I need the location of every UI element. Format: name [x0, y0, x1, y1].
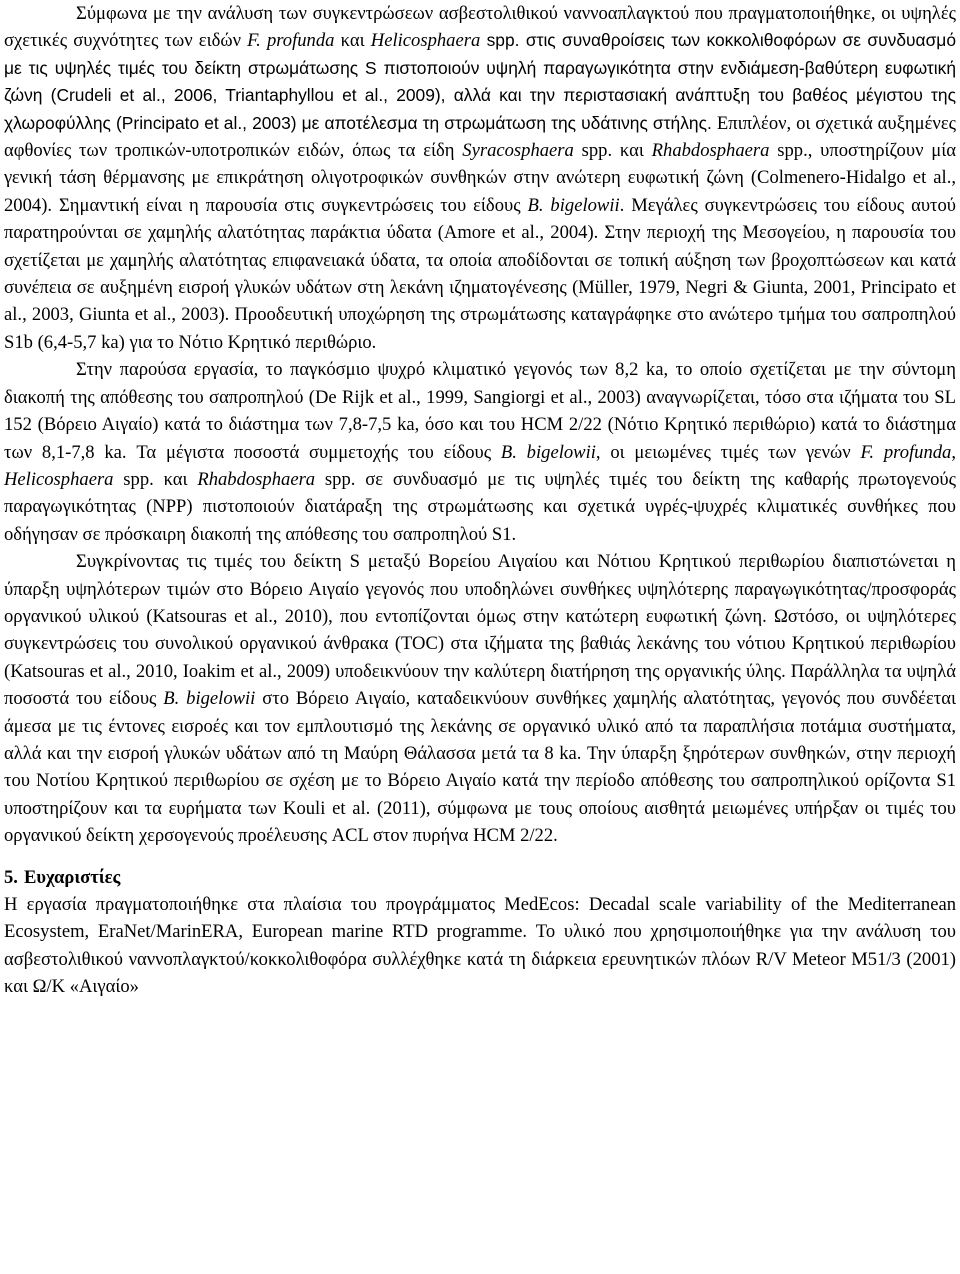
text-run: στο Βόρειο Αιγαίο, καταδεικνύουν συνθήκες χαμηλής αλατότητας, γεγονός που συνδέεται άμεσα με τις έντονες εισροές και τον εμπλουτισμό της λεκάνης σε οργανικό υλικό από τα παραπλήσια ποτάμια συστήματα, αλλά και την εισροή γλυκών υδάτων από τη Μαύρη Θάλασσα μετά τα 8 ka. Την ύπαρξη ξηρότερων συνθηκών, στην περιοχή του Νοτίου Κρητικού περιθωρίου σε σχέση με το Βόρειο Αιγαίο κατά την περίοδο απόθεσης του σαπροπηλικού ορίζοντα S1 υποστηρίζουν και τα ευρήματα των Kouli et al. (2011), σύμφωνα με τους οποίους αισθητά μειωμένες υπήρξαν οι τιμές του οργανικού δείκτη χερσογενούς προέλευσης ACL στον πυρήνα HCM 2/22. — [4, 688, 956, 847]
taxon-name: Syracosphaera — [462, 140, 574, 162]
text-run-sans: spp. στις συναθροίσεις των κοκκολιθοφόρων σε συνδυασμό με τις υψηλές τιμές του δείκτη στρωμάτωσης S πιστοποιούν υψηλή παραγωγικότητα στην ενδιάμεση-βαθύτερη ευφωτική ζώνη (Crudeli et al., 2006, Triantaphyllou et al., 2009), αλλά και την περιστασιακή ανάπτυξη του βαθέος μέγιστου της χλωροφύλλης (Principato et al., 2003) με αποτέλεσμα τη στρωμάτωση της υδάτινης στήλης. — [4, 30, 956, 133]
taxon-name: F. profunda — [247, 30, 335, 52]
taxon-name: B. bigelowii — [163, 688, 256, 710]
taxon-name: F. profunda — [860, 441, 952, 463]
taxon-name: Helicosphaera — [370, 30, 481, 52]
taxon-name: Rhabdosphaera — [197, 468, 316, 490]
taxon-name: Helicosphaera — [4, 468, 114, 490]
text-run: Η εργασία πραγματοποιήθηκε στα πλαίσια του προγράμματος MedEcos: Decadal scale variability of the Mediterranean Ecosystem, EraNet/MarinERA, European marine RTD programme. Το υλικό που χρησιμοποιήθηκε για την ανάλυση του ασβεστολιθικού ναννοπλαγκτού/κοκκολιθοφόρα συλλέχθηκε κατά τη διάρκεια ερευνητικών πλόων R/V Meteor M51/3 (2001) και Ω/Κ «Αιγαίο» — [4, 894, 956, 998]
text-run: και — [334, 30, 371, 52]
section-spacer — [4, 850, 956, 864]
text-run: Σύμφωνα με την ανάλυση των συγκεντρώσεων ασβεστολιθικού ναννοαπλαγκτού που πραγματοποιήθηκε, οι υψηλές σχετικές συχνότητες των ειδών — [4, 3, 956, 52]
taxon-name: Rhabdosphaera — [651, 140, 770, 162]
text-run: Συγκρίνοντας τις τιμές του δείκτη S μεταξύ Βορείου Αιγαίου και Νότιου Κρητικού περιθωρίου διαπιστώνεται η ύπαρξη υψηλότερων τιμών στο Βόρειο Αιγαίο γεγονός που υποδηλώνει συνθήκες υψηλότερης παραγωγικότητας/προσφοράς οργανικού υλικού (Katsouras et al., 2010), που εντοπίζονται όμως στην κατώτερη ευφωτική ζώνη. Ωστόσο, οι υψηλότερες συγκεντρώσεις του συνολικού οργανικού άνθρακα (TOC) στα ιζήματα της βαθιάς λεκάνης του νότιου Κρητικού περιθωρίου (Katsouras et al., 2010, Ioakim et al., 2009) υποδεικνύουν την καλύτερη διατήρηση της οργανικής ύλης. Παράλληλα τα υψηλά ποσοστά του είδους — [4, 551, 956, 710]
text-run: spp. σε συνδυασμό με τις υψηλές τιμές του δείκτη της καθαρής πρωτογενούς παραγωγικότητας (NPP) πιστοποιούν διατάραξη της στρωμάτωσης και σχετικά υγρές-ψυχρές κλιματικές συνθήκες που οδήγησαν σε πρόσκαιρη διακοπή της απόθεσης του σαπροπηλού S1. — [4, 468, 957, 545]
text-run: , οι μειωμένες τιμές των γενών — [595, 441, 861, 463]
section-title: Ευχαριστίες — [23, 866, 121, 888]
text-run: spp., υποστηρίζουν μία γενική τάση θέρμανσης με επικράτηση ολιγοτροφικών συνθηκών στην ανώτερη ευφωτική ζώνη (Colmenero-Hidalgo et al., 2004). Σημαντική είναι η παρουσία στις συγκεντρώσεις του είδους — [4, 140, 956, 216]
taxon-name: B. bigelowii — [527, 194, 620, 216]
paragraph-1 — [4, 0, 956, 356]
paragraph-2 — [4, 356, 956, 548]
text-run: Επιπλέον, οι σχετικά αυξημένες αφθονίες των τροπικών-υποτροπικών ειδών, όπως τα είδη — [4, 112, 956, 162]
text-run: spp. και — [113, 468, 198, 490]
text-run: . Μεγάλες συγκεντρώσεις του είδους αυτού παρατηρούνται σε χαμηλής αλατότητας παράκτια ύδατα (Amore et al., 2004). Στην περιοχή της Μεσογείου, η παρουσία του σχετίζεται με χαμηλής αλατότητας επιφανειακά ύδατα, τα οποία αποδίδονται σε τοπική αύξηση των βροχοπτώσεων και κατά συνέπεια σε αυξημένη εισροή γλυκών υδάτων στη λεκάνη ιζηματογένεσης (Müller, 1979, Negri & Giunta, 2001, Principato et al., 2003, Giunta et al., 2003). Προοδευτική υποχώρηση της στρωμάτωσης καταγράφηκε στο ανώτερο τμήμα του σαπροπηλού S1b (6,4-5,7 ka) για το Νότιο Κρητικό περιθώριο. — [4, 194, 956, 353]
paragraph-3 — [4, 548, 956, 849]
acknowledgements-paragraph — [4, 891, 956, 1001]
section-heading — [4, 864, 956, 891]
taxon-name: B. bigelowii — [500, 441, 596, 463]
text-run: Στην παρούσα εργασία, το παγκόσμιο ψυχρό κλιματικό γεγονός των 8,2 ka, το οποίο σχετίζεται με την σύντομη διακοπή της απόθεσης του σαπροπηλού (De Rijk et al., 1999, Sangiorgi et al., 2003) αναγνωρίζεται, τόσο στα ιζήματα του SL 152 (Βόρειο Αιγαίο) κατά το διάστημα των 7,8-7,5 ka, όσο και του HCM 2/22 (Νότιο Κρητικό περιθώριο) κατά το διάστημα των 8,1-7,8 ka. Τα μέγιστα ποσοστά συμμετοχής του είδους — [4, 359, 956, 463]
text-run: spp. και — [573, 140, 652, 162]
document-page — [4, 0, 956, 1001]
section-number: 5. — [4, 866, 18, 888]
text-run: , — [951, 441, 956, 463]
